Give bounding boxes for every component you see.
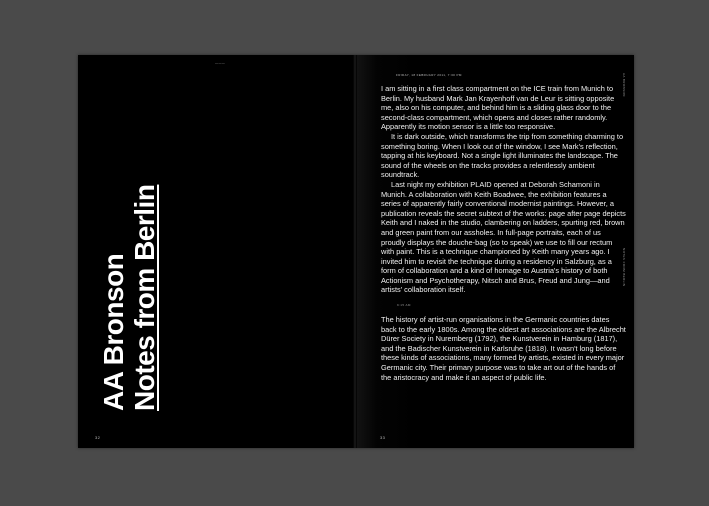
left-header-tag: ——— [215,61,226,65]
left-page [78,55,355,448]
left-page-number: 32 [95,435,101,440]
section-break [381,295,627,315]
title-author: AA Bronson [98,253,129,411]
section-marker: 9:15 AM [397,303,411,308]
right-header-line: FRIDAY, 18 FEBRUARY 2011, 7:30 PM [396,73,462,77]
paragraph: I am sitting in a first class compartment on the ICE train from Munich to Berlin. My husband Mark Jan Krayenhoff van de Leur is sitting opposite me, also on his computer, and behind him is a sliding glass door to the second-class compartment, which opens and closes rather randomly. Apparently its motion sensor is a little too responsive. [381,84,615,132]
paragraph: It is dark outside, which transforms the trip from something charming to something boring. When I look out of the window, I see Mark's reflection, tapping at his keyboard. Not a single light illuminates the landscape. The sound of the wheels on the tracks provides a relentlessly ambient soundtrack. [381,131,624,180]
gutter [353,55,357,448]
right-page-number: 33 [380,435,386,440]
side-tag-title: NOTES FROM BERLIN [622,248,626,287]
article-title [98,91,168,411]
side-tag-author: AA BRONSON [622,73,626,97]
paragraph: The history of artist-run organisations in the Germanic countries dates back to the early 1800s. Among the oldest art associations are the Albrecht Dürer Society in Nuremberg (1792), the Kunstverein in Hamburg (1817), and the Badischer Kunstverein in Karlsruhe (1818). It wasn't long before these kinds of associations, many formed by artists, existed in every major Germanic city. Their primary purpose was to take art out of the hands of the aristocracy and make it an aspect of public life. [381,315,626,382]
body-text [381,84,627,382]
paragraph: Last night my exhibition PLAID opened at Deborah Schamoni in Munich. A collaboration with Keith Boadwee, the exhibition features a series of apparently fairly conventional modernist paintings. However, a publication reveals the secret subtext of the works: page after page depicts Keith and I naked in the studio, clambering on ladders, spurting red, brown and green paint from our assholes. In full-page portraits, each of us proudly displays the douche-bag (so to speak) we use to fill our rectum with paint. This is a technique championed by Keith many years ago. I invited him to revisit the technique during a residency in Salzburg, as a form of collaboration and a kind of homage to Austria's history of both Actionism and Psychotherapy, Nitsch and Brus, Freud and Jung—and artists' collaboration itself. [381,179,626,295]
magazine-spread [78,55,634,448]
title-main: Notes from Berlin [129,184,160,411]
